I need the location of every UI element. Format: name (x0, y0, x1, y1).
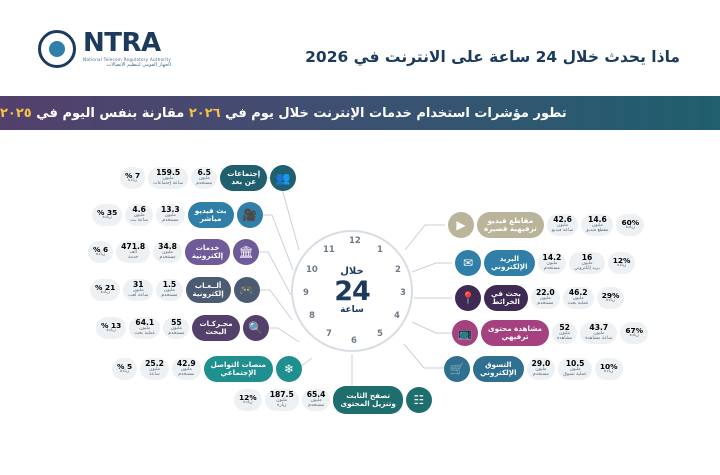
metric-chip-pct (90, 279, 120, 301)
metric-caption: مليون عملية بحث (134, 326, 156, 336)
metric-caption: زيادة (102, 215, 112, 221)
metric-chip-1 (527, 358, 556, 380)
metric-value: 6.5 (197, 168, 211, 178)
map-pin-icon: 📍 (455, 285, 481, 311)
metric-caption: مليون ساعة لعب (128, 288, 149, 298)
metric-value: 31 (133, 280, 144, 290)
metric-caption: مليون مستخدم (168, 326, 185, 336)
cart-icon: 🛒 (444, 356, 470, 382)
metric-value: 5 % (117, 361, 133, 371)
metric-chip-2 (125, 204, 153, 226)
metric-chip-1 (156, 279, 182, 301)
metric-value: 25.2 (145, 359, 164, 369)
metric-chip-pct (608, 252, 636, 274)
node-egov[interactable] (88, 239, 259, 265)
metric-value: 7 % (125, 170, 141, 180)
metric-chip-2 (558, 358, 592, 380)
metric-value: 55 (171, 318, 182, 328)
node-label: مشاهدة محتوى ترفيهي (481, 320, 549, 346)
metric-chip-2 (129, 317, 160, 339)
node-meetings[interactable] (120, 165, 296, 191)
logo-subtitle-ar: الجهاز القومي لتنظيم الاتصالات (106, 62, 172, 69)
clock-center-label (334, 267, 370, 315)
gov-building-icon: 🏛 (233, 239, 259, 265)
live-camera-icon: 🎥 (237, 202, 263, 228)
metric-caption: مليون ساعة إجتماعات (153, 176, 184, 186)
clock-bottom-label: ساعة (340, 304, 364, 315)
metric-value: 52 (559, 323, 570, 333)
metric-caption: مليون زيارة (276, 398, 288, 408)
tv-icon: 📺 (452, 320, 478, 346)
metric-chip-pct (96, 317, 126, 339)
users-icon: 👥 (270, 165, 296, 191)
metric-caption: مليون مستخدم (532, 367, 550, 377)
metric-caption: زيادة (616, 263, 627, 269)
subtitle-year-new: ٢٠٢٦ (188, 105, 221, 121)
subtitle-text (0, 106, 567, 121)
node-email[interactable] (455, 250, 635, 276)
node-label: منصات التواصل الإجتماعي (204, 356, 273, 382)
metric-caption: مليون مستخدم (178, 367, 195, 377)
metric-chip-pct (616, 214, 644, 236)
mail-icon: ✉ (455, 250, 481, 276)
metric-chip-2 (123, 279, 153, 301)
metric-value: 10.5 (565, 359, 585, 369)
metric-value: 60% (621, 217, 640, 227)
metric-caption: مليون مستخدم (537, 296, 554, 306)
metric-chip-1 (547, 214, 579, 236)
metric-value: 13.3 (160, 205, 180, 215)
browser-icon: ☷ (406, 387, 432, 413)
metric-caption: مليون ساعة (148, 367, 161, 377)
metric-caption: مليون ساعة فيديو (551, 223, 574, 233)
node-video-clips[interactable] (448, 212, 644, 238)
metric-value: 65.4 (306, 390, 326, 400)
metric-chip-1 (163, 317, 189, 339)
metric-chip-1 (552, 322, 577, 344)
metric-caption: مليون مستخدم (159, 250, 176, 260)
metric-chip-2 (581, 214, 613, 236)
node-label: ألــعـاب إلكترونية (186, 277, 231, 303)
metric-chip-1 (156, 204, 185, 226)
clock-tick-12: 12 (349, 236, 361, 246)
metric-chip-2 (148, 167, 188, 189)
metric-caption: مليون مشاهدة (557, 331, 573, 341)
node-ecommerce[interactable] (444, 356, 623, 382)
infographic-diagram (0, 130, 720, 475)
metric-value: 42.9 (176, 359, 196, 369)
node-label: بث فيديو مباشر (188, 202, 234, 228)
page-header (0, 0, 720, 92)
metric-chip-pct (234, 389, 262, 411)
metric-caption: مليون مستخدم (543, 261, 561, 271)
metric-caption: زيادة (605, 298, 616, 304)
metric-value: 14.6 (588, 215, 607, 225)
snowflake-share-icon: ❄ (276, 356, 302, 382)
metric-caption: زيادة (629, 333, 639, 339)
clock-tick-9: 9 (303, 288, 309, 298)
clock-tick-10: 10 (306, 265, 318, 275)
node-label: بحث في الخرائط (484, 285, 528, 311)
metric-caption: مليون مستخدم (162, 213, 179, 223)
search-icon: 🔍 (243, 315, 269, 341)
metric-chip-pct (120, 167, 145, 189)
subtitle-year-old: ٢٠٢٥ (0, 105, 32, 121)
node-social[interactable] (112, 356, 302, 382)
ntra-logo (38, 30, 171, 68)
clock-number: 24 (334, 275, 370, 307)
metric-chip-2 (265, 389, 299, 411)
metric-chip-pct (595, 358, 623, 380)
clock-top-label: خلال (340, 265, 364, 277)
metric-caption: مليون ساعة بث (130, 213, 148, 223)
metric-value: 29% (601, 290, 620, 300)
ntra-logo-text (83, 30, 171, 68)
metric-value: 6 % (93, 244, 109, 254)
metric-value: 12% (612, 255, 631, 265)
metric-value: 13 % (101, 320, 122, 330)
clock-tick-4: 4 (394, 311, 400, 321)
metric-value: 35 % (97, 207, 118, 217)
logo-title: NTRA (83, 28, 161, 58)
metric-value: 42.6 (553, 215, 572, 225)
metric-value: 64.1 (135, 318, 155, 328)
clock-tick-3: 3 (400, 288, 406, 298)
metric-caption: زيادة (127, 178, 138, 184)
node-label: البريد الإلكتروني (484, 250, 535, 276)
metric-caption: زيادة (243, 400, 253, 406)
clock-tick-11: 11 (323, 245, 335, 255)
metric-chip-pct (112, 358, 137, 380)
metric-chip-1 (153, 241, 182, 263)
metric-value: 34.8 (158, 242, 177, 252)
metric-chip-1 (538, 252, 567, 274)
metric-value: 16 (581, 253, 593, 263)
subtitle-middle: مقارنة بنفس اليوم في (31, 105, 189, 121)
metric-caption: مليون عملية تسوق (563, 367, 587, 377)
metric-value: 10% (599, 361, 618, 371)
center-clock (291, 230, 413, 352)
metric-chip-pct (92, 204, 122, 226)
clock-tick-1: 1 (377, 245, 383, 255)
metric-caption: زيادة (106, 328, 116, 334)
node-browsing[interactable] (234, 386, 432, 414)
node-label: إجتماعات عن بعد (220, 165, 267, 191)
clock-tick-7: 7 (326, 329, 332, 339)
metric-chip-1 (302, 389, 331, 411)
metric-chip-1 (172, 358, 201, 380)
metric-chip-pct (620, 322, 648, 344)
video-play-icon: ▶ (448, 212, 474, 238)
subtitle-band (0, 96, 720, 130)
metric-caption: ألف خدمة (128, 250, 139, 260)
metric-caption: مليون مستخدم (308, 398, 325, 408)
metric-chip-pct (88, 241, 113, 263)
metric-value: 21 % (95, 282, 116, 292)
metric-chip-2 (116, 241, 150, 263)
node-label: مقاطع فيديو ترفيهية قصيرة (477, 212, 544, 238)
metric-chip-2 (140, 358, 169, 380)
clock-tick-6: 6 (351, 336, 357, 346)
metric-caption: زيادة (119, 369, 130, 375)
node-label: محـركـات البحث (192, 315, 239, 341)
metric-caption: مليون ساعة مشاهدة (585, 331, 613, 341)
metric-value: 67% (625, 325, 644, 335)
metric-value: 159.5 (156, 168, 181, 178)
metric-value: 29.0 (531, 359, 551, 369)
node-watch-content[interactable] (452, 320, 648, 346)
metric-caption: مليون مستخدم (161, 288, 178, 298)
metric-chip-2 (569, 252, 604, 274)
subtitle-prefix: تطور مؤشرات استخدام خدمات الإنترنت خلال يوم في (220, 105, 567, 121)
logo-subtitle-en: National Telecom Regulatory Authority (83, 57, 172, 62)
metric-chip-1 (191, 167, 217, 189)
node-label: خدمات إلكترونية (185, 239, 230, 265)
metric-caption: مليون مقطع فيديو (586, 223, 609, 233)
clock-tick-8: 8 (309, 311, 315, 321)
metric-value: 1.5 (162, 280, 177, 290)
gamepad-icon: 🎮 (234, 277, 260, 303)
metric-value: 12% (239, 392, 257, 402)
clock-tick-5: 5 (377, 329, 383, 339)
metric-caption: مليون عملية بحث (567, 296, 589, 306)
clock-tick-2: 2 (395, 265, 401, 275)
metric-chip-2 (563, 287, 594, 309)
node-live-video[interactable] (92, 202, 263, 228)
metric-caption: زيادة (95, 252, 106, 258)
metric-value: 4.6 (132, 205, 146, 215)
page-title: ماذا يحدث خلال 24 ساعة على الانترنت في 2026 (305, 48, 680, 66)
metric-value: 471.8 (121, 242, 146, 252)
metric-value: 46.2 (568, 288, 588, 298)
metric-caption: زيادة (604, 369, 614, 375)
node-label: تصفح الثابت وتنزيل المحتوى (333, 386, 402, 414)
node-search-engines[interactable] (96, 315, 269, 341)
node-egames[interactable] (90, 277, 260, 303)
node-label: التسوق الإلكتروني (473, 356, 524, 382)
metric-caption: زيادة (625, 225, 635, 231)
metric-chip-pct (597, 287, 625, 309)
metric-value: 43.7 (589, 323, 609, 333)
metric-caption: مليون مستخدم (196, 176, 213, 186)
metric-value: 22.0 (535, 288, 555, 298)
metric-value: 14.2 (542, 253, 562, 263)
metric-value: 187.5 (269, 390, 294, 400)
metric-caption: مليون بريد إلكتروني (574, 261, 600, 271)
node-maps-search[interactable] (455, 285, 624, 311)
metric-caption: زيادة (100, 290, 110, 296)
ntra-logo-mark-icon (38, 30, 76, 68)
metric-chip-1 (531, 287, 560, 309)
metric-chip-2 (580, 322, 617, 344)
